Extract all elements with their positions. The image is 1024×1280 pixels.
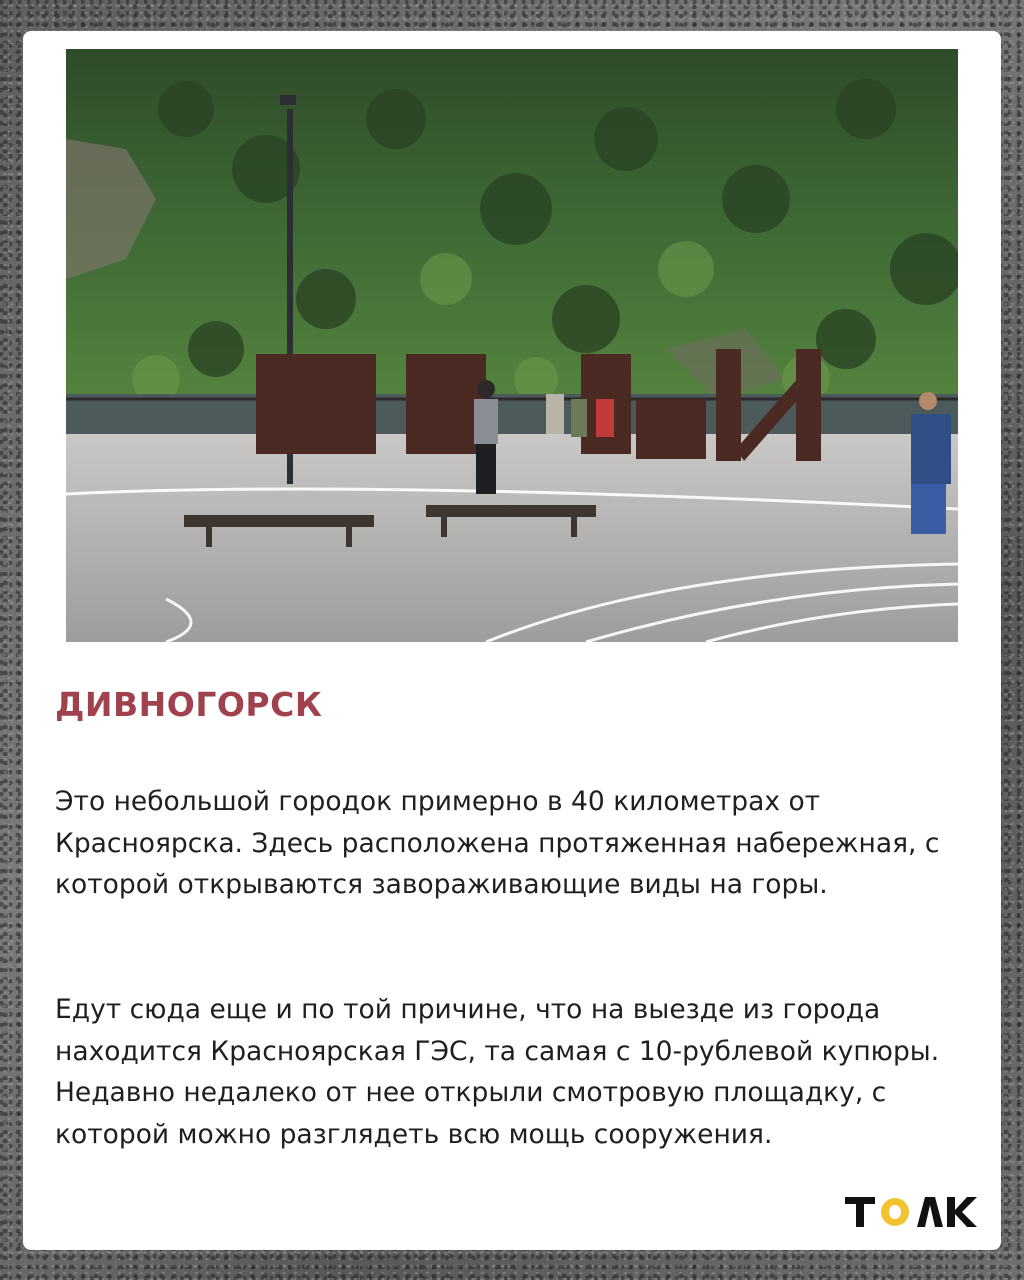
photo-illustration bbox=[66, 49, 958, 642]
tolk-logo-mark bbox=[843, 1191, 979, 1231]
embankment-photo bbox=[66, 49, 958, 642]
article-title: ДИВНОГОРСК bbox=[55, 685, 323, 724]
article-paragraph-2: Едут сюда еще и по той причине, что на выезде из города находится Красноярская ГЭС, та самая с 10-рублевой купюры. Недавно недалеко от нее открыли смотровую площадку, с которой можно разглядеть всю мощь сооружения. bbox=[55, 994, 940, 1150]
content-card bbox=[23, 31, 1001, 1250]
embankment-ground bbox=[66, 434, 958, 642]
river bbox=[66, 394, 958, 439]
tolk-logo bbox=[843, 1191, 979, 1231]
article-paragraph-1: Это небольшой городок примерно в 40 километрах от Красноярска. Здесь расположена протяженная набережная, с которой открываются завораживающие виды на горы. bbox=[55, 786, 940, 900]
